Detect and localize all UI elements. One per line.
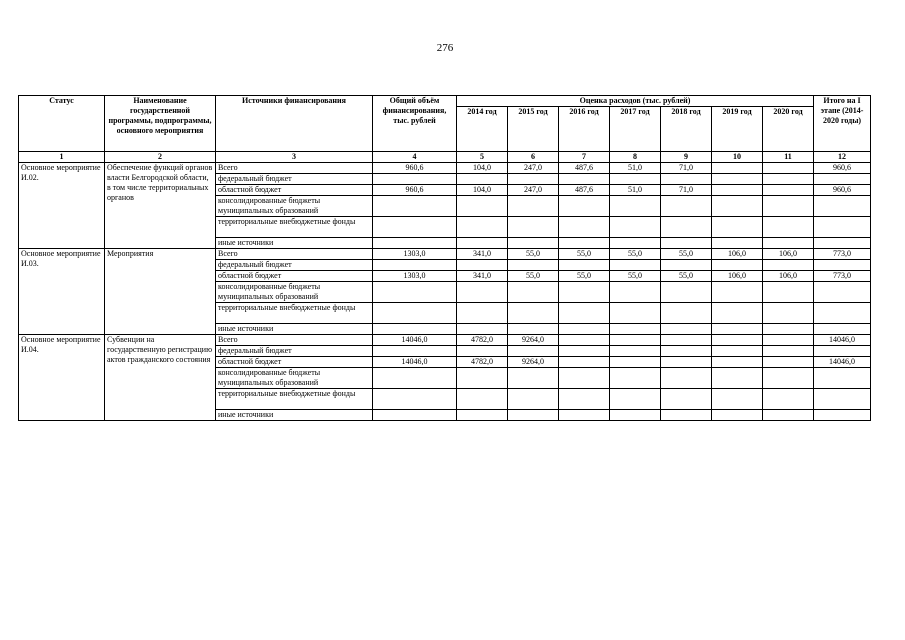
stage-total-cell: 773,0 <box>814 271 871 282</box>
column-number: 9 <box>661 152 712 163</box>
year-value-cell <box>712 217 763 238</box>
year-value-cell <box>763 174 814 185</box>
column-number-row <box>19 152 871 163</box>
year-value-cell: 51,0 <box>610 185 661 196</box>
year-value-cell <box>661 260 712 271</box>
header-estimate: Оценка расходов (тыс. рублей) <box>457 96 814 107</box>
funding-source-cell: федеральный бюджет <box>216 174 373 185</box>
year-value-cell <box>661 346 712 357</box>
year-value-cell <box>457 174 508 185</box>
year-value-cell <box>559 260 610 271</box>
year-value-cell: 106,0 <box>712 249 763 260</box>
year-value-cell <box>559 357 610 368</box>
year-value-cell <box>559 303 610 324</box>
funding-source-cell: Всего <box>216 163 373 174</box>
header-year: 2015 год <box>508 107 559 152</box>
year-value-cell <box>661 410 712 421</box>
column-number: 1 <box>19 152 105 163</box>
year-value-cell <box>763 163 814 174</box>
year-value-cell <box>559 238 610 249</box>
year-value-cell <box>508 324 559 335</box>
funding-source-cell: федеральный бюджет <box>216 260 373 271</box>
total-financing-cell <box>373 282 457 303</box>
year-value-cell <box>559 346 610 357</box>
year-value-cell <box>661 196 712 217</box>
year-value-cell <box>559 324 610 335</box>
funding-source-cell: иные источники <box>216 410 373 421</box>
column-number: 3 <box>216 152 373 163</box>
year-value-cell <box>559 368 610 389</box>
year-value-cell <box>508 410 559 421</box>
year-value-cell <box>610 357 661 368</box>
total-financing-cell: 960,6 <box>373 163 457 174</box>
year-value-cell <box>457 324 508 335</box>
year-value-cell: 106,0 <box>763 271 814 282</box>
year-value-cell <box>661 368 712 389</box>
funding-source-cell: консолидированные бюджеты муниципальных образований <box>216 368 373 389</box>
year-value-cell <box>559 282 610 303</box>
year-value-cell <box>457 282 508 303</box>
year-value-cell <box>661 174 712 185</box>
column-number: 7 <box>559 152 610 163</box>
funding-source-cell: Всего <box>216 249 373 260</box>
stage-total-cell <box>814 196 871 217</box>
activity-name-cell: Мероприятия <box>105 249 216 335</box>
stage-total-cell: 14046,0 <box>814 357 871 368</box>
total-financing-cell: 1303,0 <box>373 249 457 260</box>
total-financing-cell: 1303,0 <box>373 271 457 282</box>
total-financing-cell <box>373 217 457 238</box>
header-year: 2018 год <box>661 107 712 152</box>
year-value-cell: 106,0 <box>712 271 763 282</box>
header-year: 2020 год <box>763 107 814 152</box>
year-value-cell: 55,0 <box>610 249 661 260</box>
total-financing-cell <box>373 389 457 410</box>
year-value-cell <box>610 174 661 185</box>
year-value-cell <box>457 368 508 389</box>
total-financing-cell <box>373 346 457 357</box>
year-value-cell <box>712 185 763 196</box>
year-value-cell <box>661 324 712 335</box>
total-financing-cell: 14046,0 <box>373 357 457 368</box>
year-value-cell <box>712 303 763 324</box>
year-value-cell <box>661 282 712 303</box>
column-number: 4 <box>373 152 457 163</box>
funding-source-cell: территориальные внебюджетные фонды <box>216 217 373 238</box>
year-value-cell <box>661 389 712 410</box>
year-value-cell <box>508 303 559 324</box>
year-value-cell <box>610 346 661 357</box>
year-value-cell: 247,0 <box>508 163 559 174</box>
column-number: 12 <box>814 152 871 163</box>
stage-total-cell <box>814 260 871 271</box>
stage-total-cell <box>814 282 871 303</box>
stage-total-cell: 960,6 <box>814 185 871 196</box>
year-value-cell <box>559 335 610 346</box>
stage-total-cell <box>814 217 871 238</box>
year-value-cell <box>610 335 661 346</box>
year-value-cell <box>508 368 559 389</box>
funding-source-cell: Всего <box>216 335 373 346</box>
year-value-cell <box>457 238 508 249</box>
year-value-cell <box>763 335 814 346</box>
year-value-cell <box>712 357 763 368</box>
funding-source-cell: областной бюджет <box>216 271 373 282</box>
year-value-cell <box>763 217 814 238</box>
total-financing-cell <box>373 368 457 389</box>
year-value-cell <box>763 346 814 357</box>
year-value-cell <box>559 410 610 421</box>
year-value-cell: 341,0 <box>457 271 508 282</box>
year-value-cell <box>508 260 559 271</box>
status-cell: Основное мероприятие И.04. <box>19 335 105 421</box>
header-status: Статус <box>19 96 105 152</box>
column-number: 8 <box>610 152 661 163</box>
funding-source-cell: иные источники <box>216 324 373 335</box>
year-value-cell <box>661 335 712 346</box>
year-value-cell: 55,0 <box>559 271 610 282</box>
column-number: 11 <box>763 152 814 163</box>
year-value-cell <box>610 389 661 410</box>
funding-source-cell: иные источники <box>216 238 373 249</box>
stage-total-cell <box>814 303 871 324</box>
year-value-cell: 55,0 <box>508 271 559 282</box>
year-value-cell <box>610 196 661 217</box>
header-year: 2016 год <box>559 107 610 152</box>
total-financing-cell <box>373 324 457 335</box>
total-financing-cell <box>373 260 457 271</box>
total-financing-cell <box>373 410 457 421</box>
year-value-cell <box>457 303 508 324</box>
year-value-cell <box>661 303 712 324</box>
table-row <box>19 249 871 260</box>
year-value-cell <box>712 346 763 357</box>
header-stage-total: Итого на I этапе (2014-2020 годы) <box>814 96 871 152</box>
year-value-cell <box>508 238 559 249</box>
funding-source-cell: территориальные внебюджетные фонды <box>216 389 373 410</box>
year-value-cell <box>559 217 610 238</box>
year-value-cell <box>610 303 661 324</box>
funding-source-cell: консолидированные бюджеты муниципальных образований <box>216 196 373 217</box>
year-value-cell: 341,0 <box>457 249 508 260</box>
year-value-cell <box>610 282 661 303</box>
year-value-cell <box>457 389 508 410</box>
year-value-cell: 106,0 <box>763 249 814 260</box>
year-value-cell: 487,6 <box>559 163 610 174</box>
header-total: Общий объём финансирования, тыс. рублей <box>373 96 457 152</box>
year-value-cell: 51,0 <box>610 163 661 174</box>
total-financing-cell: 960,6 <box>373 185 457 196</box>
year-value-cell <box>508 389 559 410</box>
column-number: 5 <box>457 152 508 163</box>
year-value-cell <box>559 196 610 217</box>
year-value-cell: 4782,0 <box>457 357 508 368</box>
funding-source-cell: консолидированные бюджеты муниципальных образований <box>216 282 373 303</box>
year-value-cell <box>508 174 559 185</box>
year-value-cell: 55,0 <box>661 271 712 282</box>
funding-source-cell: федеральный бюджет <box>216 346 373 357</box>
year-value-cell <box>508 217 559 238</box>
table-body <box>19 163 871 421</box>
year-value-cell: 487,6 <box>559 185 610 196</box>
year-value-cell <box>661 238 712 249</box>
year-value-cell <box>508 346 559 357</box>
year-value-cell <box>712 163 763 174</box>
year-value-cell <box>661 217 712 238</box>
year-value-cell <box>763 260 814 271</box>
year-value-cell <box>763 282 814 303</box>
year-value-cell <box>610 410 661 421</box>
year-value-cell: 71,0 <box>661 163 712 174</box>
year-value-cell <box>712 410 763 421</box>
stage-total-cell: 14046,0 <box>814 335 871 346</box>
status-cell: Основное мероприятие И.02. <box>19 163 105 249</box>
stage-total-cell <box>814 368 871 389</box>
total-financing-cell <box>373 196 457 217</box>
year-value-cell <box>508 196 559 217</box>
year-value-cell <box>457 410 508 421</box>
stage-total-cell: 773,0 <box>814 249 871 260</box>
stage-total-cell <box>814 410 871 421</box>
total-financing-cell <box>373 238 457 249</box>
activity-name-cell: Субвенции на государственную регистрацию актов гражданского состояния <box>105 335 216 421</box>
funding-source-cell: территориальные внебюджетные фонды <box>216 303 373 324</box>
stage-total-cell <box>814 324 871 335</box>
year-value-cell: 55,0 <box>559 249 610 260</box>
header-sources: Источники финансирования <box>216 96 373 152</box>
year-value-cell: 4782,0 <box>457 335 508 346</box>
financing-table <box>18 95 871 421</box>
year-value-cell <box>763 196 814 217</box>
year-value-cell: 55,0 <box>610 271 661 282</box>
stage-total-cell <box>814 389 871 410</box>
year-value-cell <box>559 389 610 410</box>
year-value-cell <box>712 282 763 303</box>
year-value-cell: 9264,0 <box>508 357 559 368</box>
year-value-cell <box>712 335 763 346</box>
year-value-cell <box>610 324 661 335</box>
year-value-cell <box>610 238 661 249</box>
year-value-cell <box>712 324 763 335</box>
year-value-cell <box>763 357 814 368</box>
column-number: 6 <box>508 152 559 163</box>
year-value-cell <box>712 174 763 185</box>
year-value-cell <box>457 260 508 271</box>
year-value-cell <box>763 324 814 335</box>
year-value-cell: 104,0 <box>457 185 508 196</box>
year-value-cell: 9264,0 <box>508 335 559 346</box>
year-value-cell <box>610 260 661 271</box>
header-year: 2014 год <box>457 107 508 152</box>
column-number: 2 <box>105 152 216 163</box>
year-value-cell: 247,0 <box>508 185 559 196</box>
header-name: Наименование государственной программы, подпрограммы, основного мероприятия <box>105 96 216 152</box>
year-value-cell <box>610 368 661 389</box>
column-number: 10 <box>712 152 763 163</box>
year-value-cell <box>763 410 814 421</box>
year-value-cell <box>610 217 661 238</box>
total-financing-cell: 14046,0 <box>373 335 457 346</box>
year-value-cell: 71,0 <box>661 185 712 196</box>
header-year: 2017 год <box>610 107 661 152</box>
stage-total-cell <box>814 238 871 249</box>
year-value-cell <box>763 389 814 410</box>
year-value-cell <box>712 260 763 271</box>
year-value-cell <box>763 368 814 389</box>
funding-source-cell: областной бюджет <box>216 185 373 196</box>
total-financing-cell <box>373 303 457 324</box>
header-year: 2019 год <box>712 107 763 152</box>
year-value-cell: 55,0 <box>508 249 559 260</box>
stage-total-cell: 960,6 <box>814 163 871 174</box>
table-row <box>19 335 871 346</box>
page-number: 276 <box>436 42 454 54</box>
year-value-cell <box>712 238 763 249</box>
year-value-cell <box>712 389 763 410</box>
year-value-cell <box>457 217 508 238</box>
year-value-cell <box>457 196 508 217</box>
year-value-cell <box>508 282 559 303</box>
year-value-cell <box>763 303 814 324</box>
stage-total-cell <box>814 174 871 185</box>
table-row <box>19 163 871 174</box>
year-value-cell <box>712 368 763 389</box>
activity-name-cell: Обеспечение функций органов власти Белгородской области, в том числе территориальных органов <box>105 163 216 249</box>
year-value-cell <box>559 174 610 185</box>
year-value-cell: 55,0 <box>661 249 712 260</box>
year-value-cell <box>712 196 763 217</box>
stage-total-cell <box>814 346 871 357</box>
total-financing-cell <box>373 174 457 185</box>
year-value-cell <box>661 357 712 368</box>
year-value-cell <box>457 346 508 357</box>
year-value-cell <box>763 238 814 249</box>
funding-source-cell: областной бюджет <box>216 357 373 368</box>
status-cell: Основное мероприятие И.03. <box>19 249 105 335</box>
year-value-cell: 104,0 <box>457 163 508 174</box>
year-value-cell <box>763 185 814 196</box>
